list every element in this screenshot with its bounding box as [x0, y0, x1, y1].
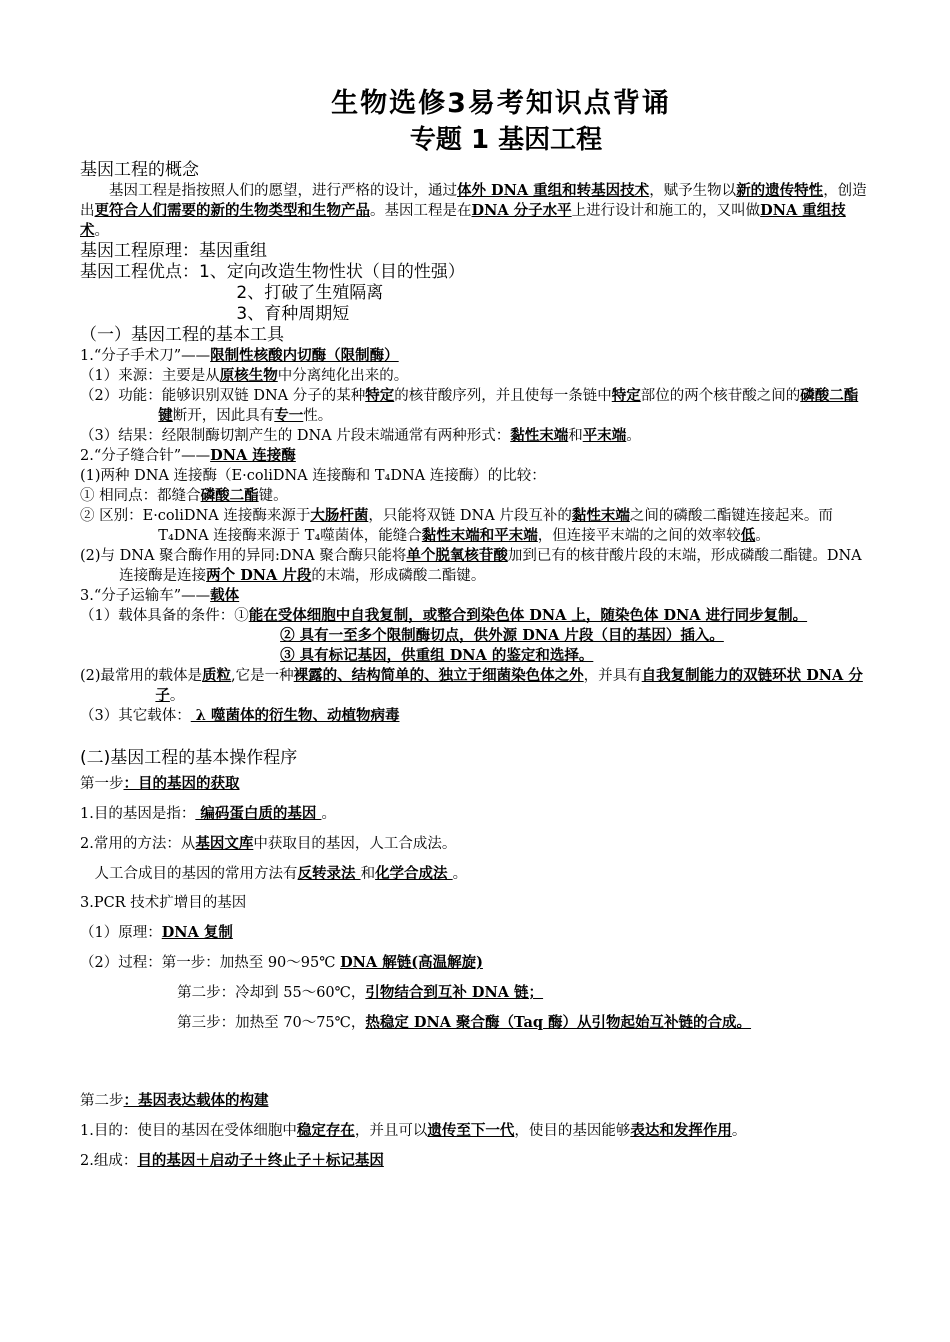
step-1-item-2b: 人工合成目的基因的常用方法有反转录法 和化学合成法 。 — [94, 865, 468, 882]
tool-3-other: （3）其它载体： λ 噬菌体的衍生物、动植物病毒 — [80, 707, 400, 724]
pcr-principle: （1）原理：DNA 复制 — [80, 924, 233, 941]
advantage-line-1: 基因工程优点：1、定向改造生物性状（目的性强） — [80, 262, 465, 282]
advantage-line-2: 2、打破了生殖隔离 — [236, 283, 384, 303]
pcr-process-2: 第二步：冷却到 55～60℃，引物结合到互补 DNA 链； — [177, 984, 544, 1001]
pcr-process-3: 第三步：加热至 70～75℃，热稳定 DNA 聚合酶（Taq 酶）从引物起始互补链的合成。 — [177, 1014, 752, 1031]
tool-2-polymerase: (2)与 DNA 聚合酶作用的异同:DNA 聚合酶只能将单个脱氧核苷酸加到已有的核苷酸片段的末端，形成磷酸二酯键。DNA 连接酶是连接两个 DNA 片段的末端，形成磷酸二酯键。 — [80, 547, 862, 584]
step-2-title: 第二步：基因表达载体的构建 — [80, 1092, 269, 1109]
principle-line: 基因工程原理：基因重组 — [80, 241, 267, 261]
tool-1-source: （1）来源：主要是从原核生物中分离纯化出来的。 — [80, 367, 409, 384]
concept-heading: 基因工程的概念 — [80, 160, 199, 180]
tool-3-cond-1: （1）载体具备的条件：①能在受体细胞中自我复制，或整合到染色体 DNA 上，随染色体 DNA 进行同步复制。 — [80, 607, 808, 624]
concept-paragraph: 基因工程是指按照人们的愿望，进行严格的设计，通过体外 DNA 重组和转基因技术，赋予生物以新的遗传特性，创造出更符合人们需要的新的生物类型和生物产品。基因工程是在DNA 分子水平上进行设计和施工的，又叫做DNA 重组技术。 — [80, 182, 867, 239]
tool-3-title: 3.“分子运输车”——载体 — [80, 587, 240, 604]
procedure-heading: (二)基因工程的基本操作程序 — [80, 748, 298, 768]
step-2-item-1: 1.目的：使目的基因在受体细胞中稳定存在，并且可以遗传至下一代，使目的基因能够表达和发挥作用。 — [80, 1122, 747, 1139]
tool-2-same: ① 相同点：都缝合磷酸二酯键。 — [80, 487, 288, 504]
tool-3-plasmid: (2)最常用的载体是质粒,它是一种裸露的、结构简单的、独立于细菌染色体之外，并具有自我复制能力的双链环状 DNA 分子。 — [80, 667, 863, 704]
tools-heading: （一）基因工程的基本工具 — [80, 325, 284, 345]
step-1-item-1: 1.目的基因是指： 编码蛋白质的基因 。 — [80, 805, 336, 822]
advantage-line-3: 3、育种周期短 — [236, 304, 350, 324]
tool-3-cond-3: ③ 具有标记基因，供重组 DNA 的鉴定和选择。 — [280, 647, 594, 664]
tool-2-diff: ② 区别：E·coliDNA 连接酶来源于大肠杆菌，只能将双链 DNA 片段互补的黏性末端之间的磷酸二酯键连接起来。而 T₄DNA 连接酶来源于 T₄噬菌体，能缝合黏性末端和平末端，但连接平末端的之间的效率较低。 — [80, 507, 833, 544]
pcr-process-1: （2）过程：第一步：加热至 90～95℃ DNA 解链(高温解旋) — [80, 954, 483, 971]
page-title: 生物选修3易考知识点背诵 — [331, 88, 671, 119]
step-1-item-2: 2.常用的方法：从基因文库中获取目的基因，人工合成法。 — [80, 835, 457, 852]
tool-1-function: （2）功能：能够识别双链 DNA 分子的某种特定的核苷酸序列，并且使每一条链中特定部位的两个核苷酸之间的磷酸二酯键断开，因此具有专一性。 — [80, 387, 859, 424]
tool-1-title: 1.“分子手术刀”——限制性核酸内切酶（限制酶） — [80, 347, 399, 364]
tool-2-compare: (1)两种 DNA 连接酶（E·coliDNA 连接酶和 T₄DNA 连接酶）的比较： — [80, 468, 546, 484]
document-page — [80, 86, 872, 1176]
page-subtitle: 专题 1 基因工程 — [409, 125, 603, 155]
tool-2-title: 2.“分子缝合针”——DNA 连接酶 — [80, 447, 296, 464]
step-2-item-2: 2.组成：目的基因＋启动子＋终止子＋标记基因 — [80, 1152, 384, 1169]
step-1-item-3: 3.PCR 技术扩增目的基因 — [80, 895, 247, 911]
tool-3-cond-2: ② 具有一至多个限制酶切点，供外源 DNA 片段（目的基因）插入。 — [280, 627, 724, 644]
tool-1-result: （3）结果：经限制酶切割产生的 DNA 片段末端通常有两种形式：黏性末端和平末端。 — [80, 427, 641, 444]
step-1-title: 第一步：目的基因的获取 — [80, 775, 240, 792]
